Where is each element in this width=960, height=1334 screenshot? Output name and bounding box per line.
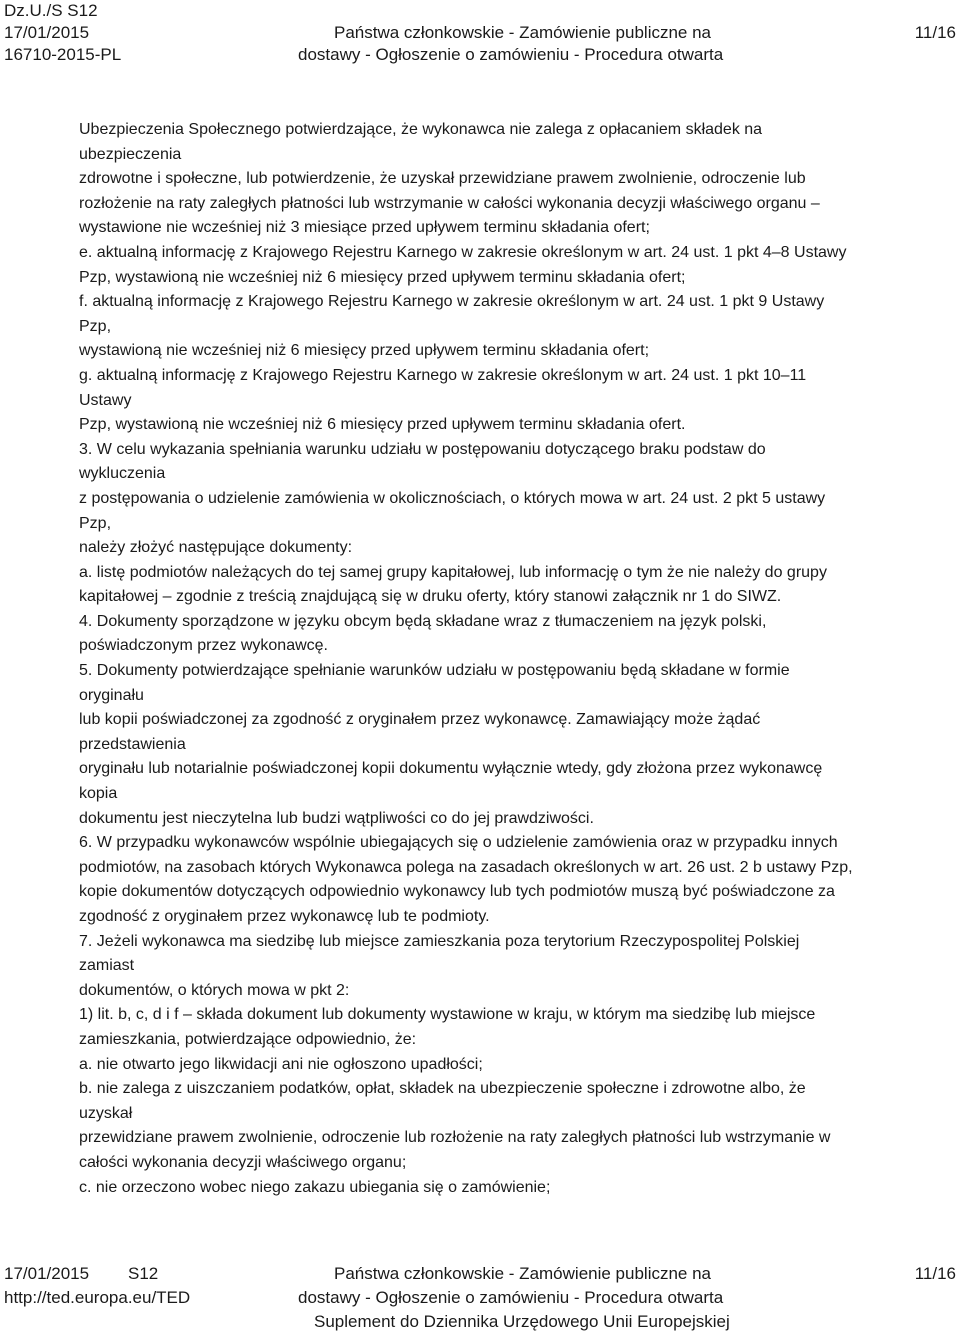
body-line: 3. W celu wykazania spełniania warunku udziału w postępowaniu dotyczącego braku podstaw do [79, 440, 766, 458]
body-line: lub kopii poświadczonej za zgodność z oryginałem przez wykonawcę. Zamawiający może żądać [79, 711, 761, 729]
body-line: e. aktualną informację z Krajowego Rejestru Karnego w zakresie określonym w art. 24 ust. 1 pkt 4–8 Ustawy [79, 243, 847, 261]
footer-title-line2: dostawy - Ogłoszenie o zamówieniu - Procedura otwarta [298, 1288, 724, 1307]
body-line: zamiast [79, 957, 135, 975]
header-page-number: 11/16 [914, 23, 956, 42]
body-line: kopie dokumentów dotyczących odpowiednio wykonawcy lub tych podmiotów muszą być poświadczone za [79, 883, 835, 901]
header-date: 17/01/2015 [4, 23, 90, 42]
body-line: z postępowania o udzielenie zamówienia w okolicznościach, o których mowa w art. 24 ust. 2 pkt 5 ustawy [79, 489, 826, 507]
body-line: zgodność z oryginałem przez wykonawcę lub te podmioty. [79, 908, 490, 925]
body-line: Pzp, [79, 514, 112, 532]
body-line: b. nie zalega z uiszczaniem podatków, opłat, składek na ubezpieczenie społeczne i zdrowotne albo, że [79, 1080, 806, 1098]
body-line: Pzp, wystawioną nie wcześniej niż 6 miesięcy przed upływem terminu składania ofert. [79, 416, 686, 434]
body-line: Pzp, [79, 317, 112, 335]
body-line: przedstawienia [79, 735, 186, 753]
body-line: podmiotów, na zasobach których Wykonawca polega na zasadach określonych w art. 26 ust. 2 b ustawy Pzp, [79, 858, 853, 876]
footer-page-number: 11/16 [914, 1264, 956, 1283]
body-line: 4. Dokumenty sporządzone w języku obcym będą składane wraz z tłumaczeniem na język polski, [79, 612, 767, 630]
journal-reference: Dz.U./S S12 [4, 1, 98, 20]
body-line: oryginału lub notarialnie poświadczonej kopii dokumentu wyłącznie wtedy, gdy złożona przez wykonawcę [79, 760, 823, 778]
body-line: rozłożenie na raty zaległych płatności lub wstrzymanie w całości wykonania decyzji właściwego organu – [79, 194, 820, 212]
body-line: 7. Jeżeli wykonawca ma siedzibę lub miejsce zamieszkania poza terytorium Rzeczypospolitej Polskiej [79, 932, 800, 950]
body-line: przewidziane prawem zwolnienie, odroczenie lub rozłożenie na raty zaległych płatności lub wstrzymanie w [79, 1129, 831, 1147]
footer-url: http://ted.europa.eu/TED [4, 1288, 191, 1307]
body-line: Ubezpieczenia Społecznego potwierdzające, że wykonawca nie zalega z opłacaniem składek na [79, 121, 763, 138]
body-line: ubezpieczenia [79, 145, 182, 163]
body-line: f. aktualną informację z Krajowego Rejestru Karnego w zakresie określonym w art. 24 ust. 1 pkt 9 Ustawy [79, 293, 825, 311]
header-title-line1: Państwa członkowskie - Zamówienie publiczne na [334, 23, 712, 42]
body-line: a. listę podmiotów należących do tej samej grupy kapitałowej, lub informację o tym że nie należy do grupy [79, 563, 827, 581]
body-line: 5. Dokumenty potwierdzające spełnianie warunków udziału w postępowaniu będą składane w formie [79, 662, 790, 680]
body-line: 6. W przypadku wykonawców wspólnie ubiegających się o udzielenie zamówienia oraz w przypadku innych [79, 834, 838, 852]
footer-title-line1: Państwa członkowskie - Zamówienie publiczne na [334, 1264, 712, 1283]
body-line: g. aktualną informację z Krajowego Rejestru Karnego w zakresie określonym w art. 24 ust. 1 pkt 10–11 [79, 366, 807, 384]
body-line: 1) lit. b, c, d i f – składa dokument lub dokumenty wystawione w kraju, w którym ma siedzibę lub miejsce [79, 1006, 816, 1024]
body-line: kapitałowej – zgodnie z treścią znajdującą się w druku oferty, który stanowi załącznik nr 1 do SIWZ. [79, 588, 782, 606]
footer-title-line3: Suplement do Dziennika Urzędowego Unii Europejskiej [314, 1312, 730, 1331]
body-line: poświadczonym przez wykonawcę. [79, 637, 328, 655]
body-line: Ustawy [79, 391, 132, 409]
footer-date: 17/01/2015 [4, 1264, 90, 1283]
body-line: wystawioną nie wcześniej niż 6 miesięcy przed upływem terminu składania ofert; [79, 342, 650, 360]
body-line: dokumentu jest nieczytelna lub budzi wątpliwości co do jej prawdziwości. [79, 809, 594, 827]
body-line: dokumentów, o których mowa w pkt 2: [79, 981, 350, 999]
body-line: wystawione nie wcześniej niż 3 miesiące przed upływem terminu składania ofert; [79, 219, 650, 237]
footer-series: S12 [128, 1264, 159, 1283]
body-line: zdrowotne i społeczne, lub potwierdzenie, że uzyskał przewidziane prawem zwolnienie, odroczenie lub [79, 170, 806, 188]
body-line: kopia [79, 785, 118, 803]
body-line: oryginału [79, 686, 144, 704]
body-line: zamieszkania, potwierdzające odpowiednio, że: [79, 1030, 417, 1048]
body-line: c. nie orzeczono wobec niego zakazu ubiegania się o zamówienie; [79, 1178, 551, 1196]
header-title-line2: dostawy - Ogłoszenie o zamówieniu - Procedura otwarta [298, 45, 724, 64]
page-footer [0, 1262, 960, 1334]
body-line: całości wykonania decyzji właściwego organu; [79, 1153, 407, 1171]
document-id: 16710-2015-PL [4, 45, 122, 64]
body-line: uzyskał [79, 1104, 133, 1122]
page-header [0, 0, 960, 70]
body-line: Pzp, wystawioną nie wcześniej niż 6 miesięcy przed upływem terminu składania ofert; [79, 268, 686, 286]
body-line: wykluczenia [79, 465, 166, 483]
body-line: a. nie otwarto jego likwidacji ani nie ogłoszono upadłości; [79, 1055, 483, 1073]
body-line: należy złożyć następujące dokumenty: [79, 539, 353, 557]
document-body [79, 118, 949, 1200]
